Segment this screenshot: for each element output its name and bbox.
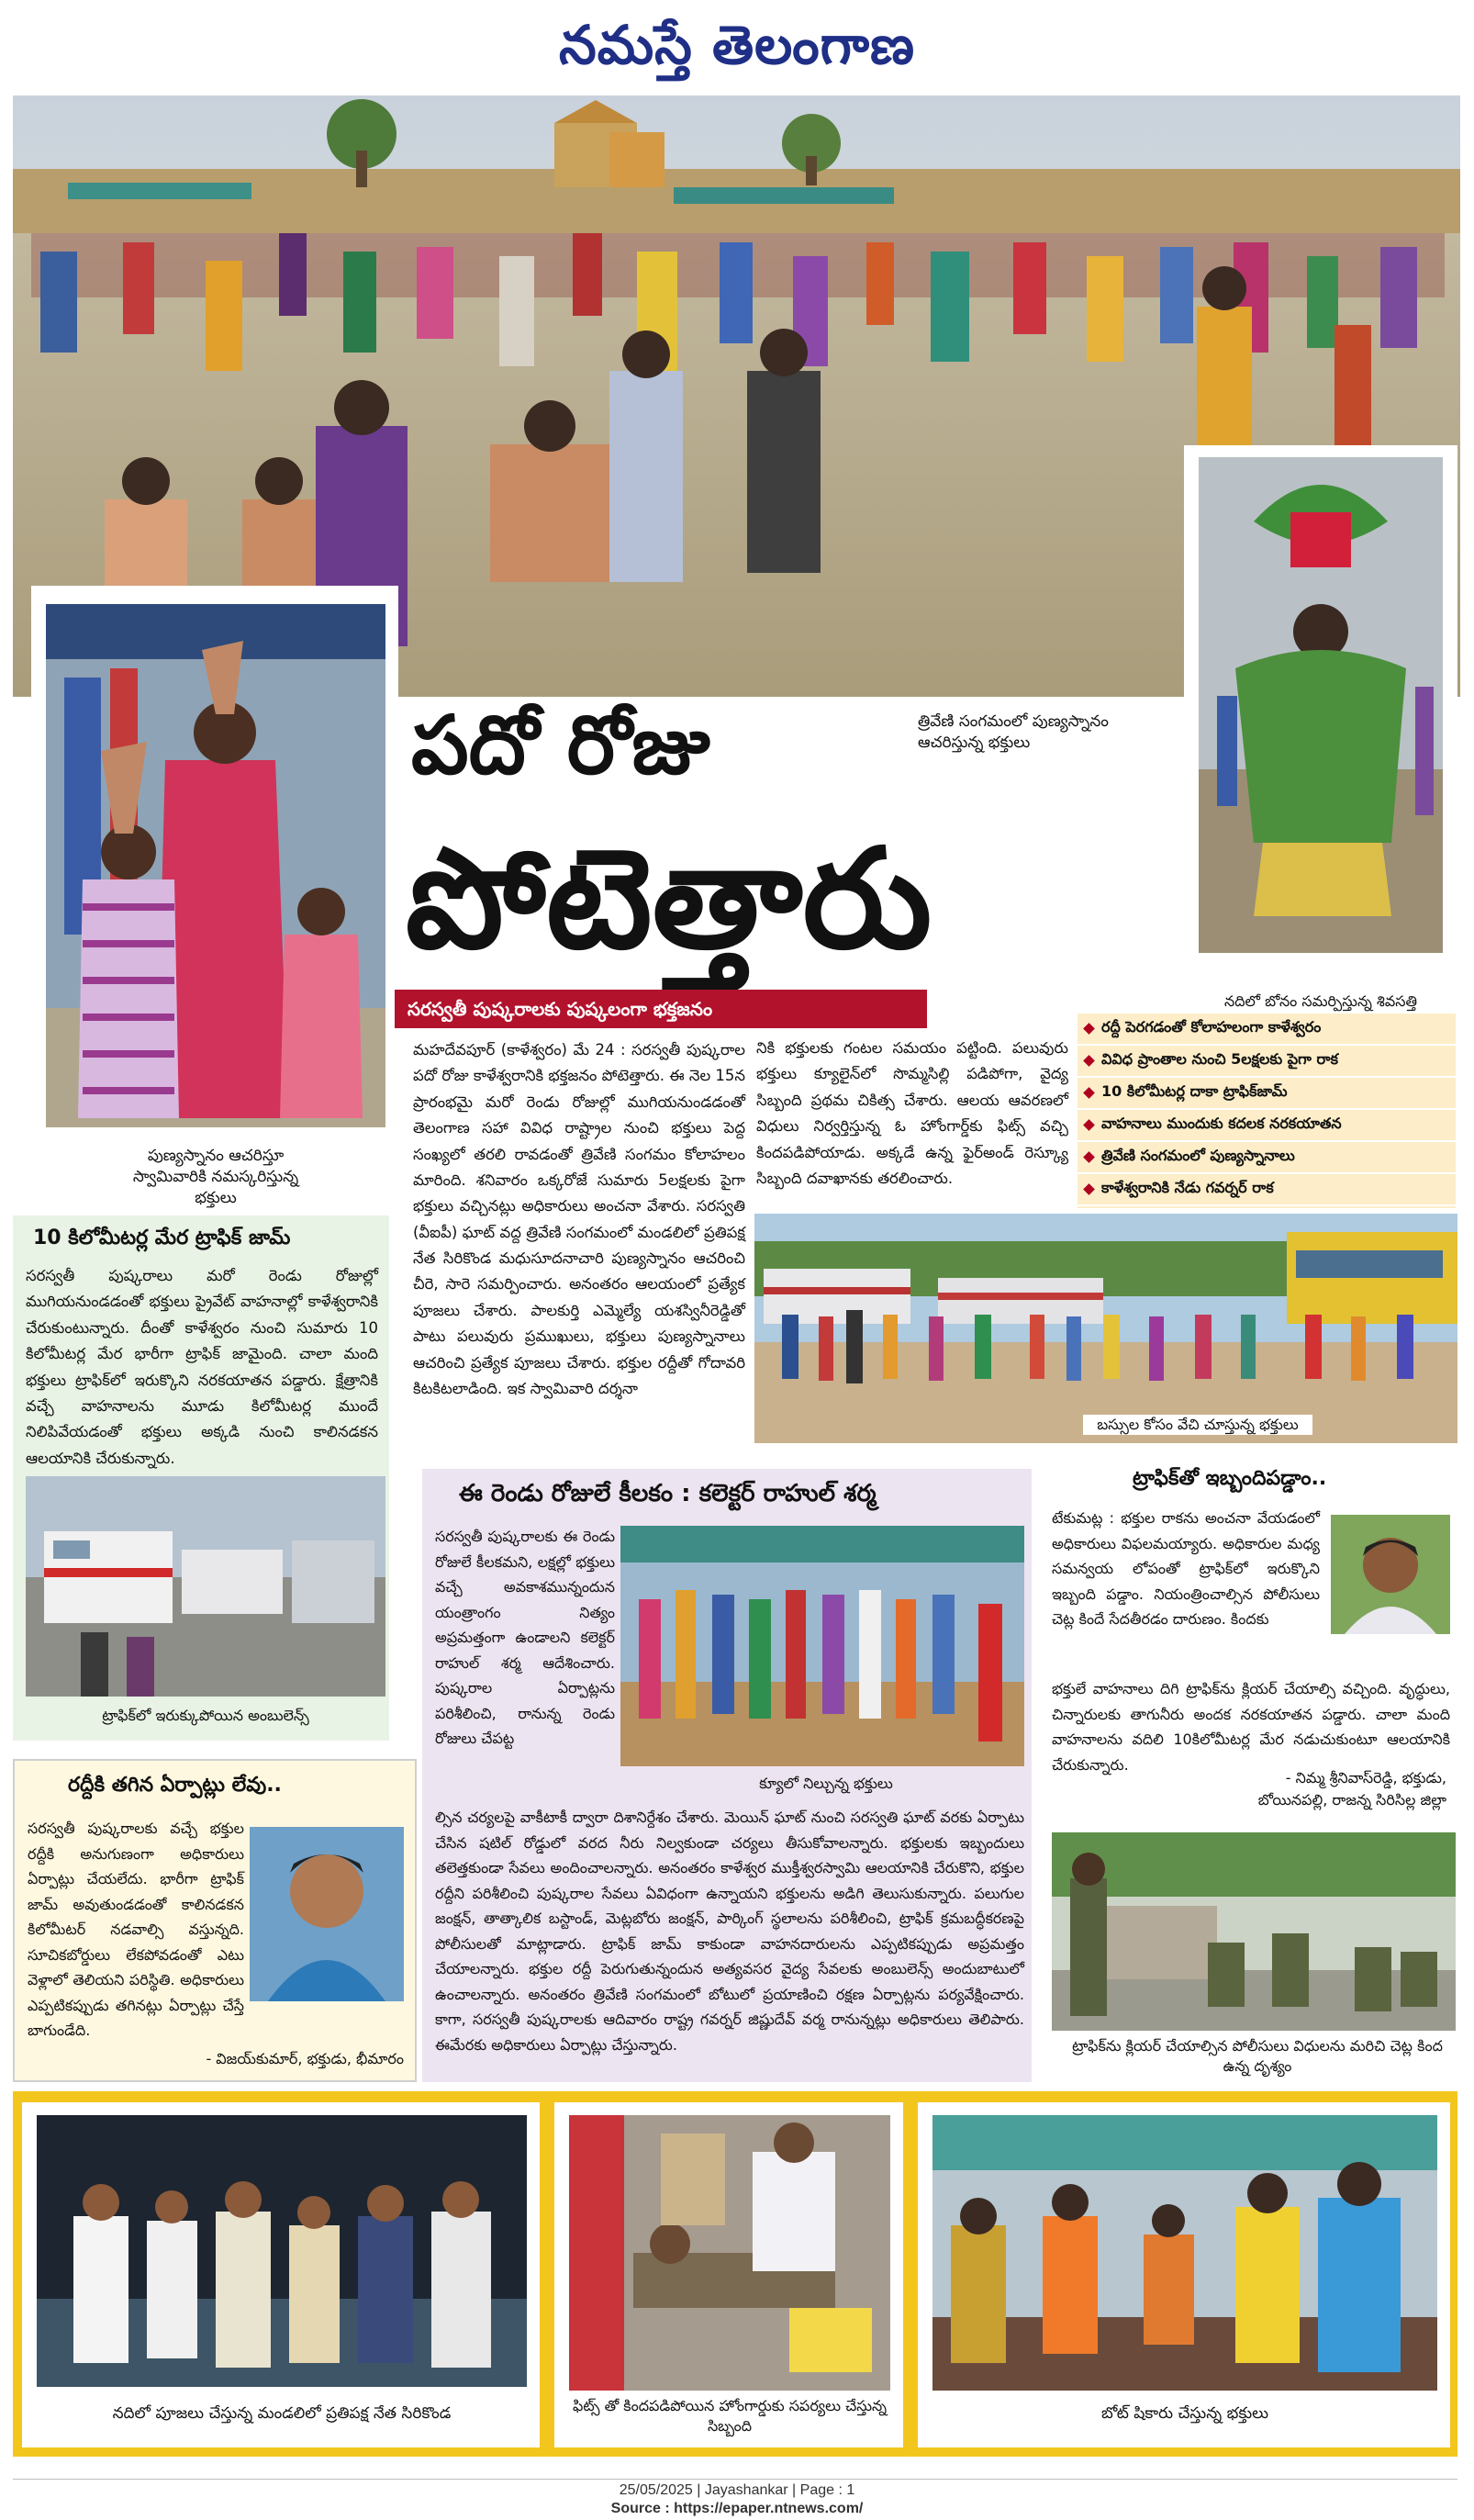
police-photo-caption: ట్రాఫిక్‌ను క్లియర్ చేయాల్సిన పోలీసులు విధులను మరిచి చెట్ల కింద ఉన్న దృశ్యం — [1072, 2037, 1443, 2075]
highlight-item: త్రివేణి సంగమంలో పుణ్యస్నానాలు — [1078, 1142, 1456, 1174]
vijaykumar-photo — [250, 1827, 404, 2001]
bonam-photo-caption: నదిలో బోనం సమర్పిస్తున్న శివసత్తి — [1224, 992, 1417, 1010]
bus-photo — [754, 1214, 1457, 1443]
masthead-title: నమస్తే తెలంగాణ — [559, 14, 915, 76]
highlight-item: వివిధ ప్రాంతాల నుంచి 5లక్షలకు పైగా రాక — [1078, 1046, 1456, 1078]
children-photo — [46, 604, 385, 1127]
highlight-item: రద్దీ పెరగడంతో కోలాహలంగా కాళేశ్వరం — [1078, 1014, 1456, 1046]
children-photo-caption: పుణ్యస్నానం ఆచరిస్తూ స్వామివారికి నమస్కరిస్తున్న భక్తులు — [132, 1147, 299, 1207]
pooja-photo — [37, 2115, 527, 2387]
highlight-item: 10 కిలోమీటర్ల దాకా ట్రాఫిక్‌జామ్ — [1078, 1078, 1456, 1110]
collector-title: ఈ రెండు రోజులే కీలకం : కలెక్టర్ రాహుల్ శర్మ — [459, 1480, 877, 1507]
traffic-jam-body: సరస్వతీ పుష్కరాలు మరో రెండు రోజుల్లో ముగియనుండడంతో భక్తులు ప్రైవేట్ వాహనాల్లో కాళేశ్వరానికి చేరుకుంటున్నారు. దీంతో కాళేశ్వరం నుంచి సుమారు 10 కిలోమీటర్ల మేర భారీగా ట్రాఫిక్ జామైంది. చాలా మంది భక్తులు ట్రాఫిక్‌లో ఇరుక్కొని నరకయాతన పడ్డారు. క్షేత్రానికి వచ్చే వాహనాలను మూడు కిలోమీటర్ల ముందే నిలిపివేయడంతో భక్తులు అక్కడి నుంచి కాలినడకన ఆలయానికి చేరుకున్నారు. — [26, 1267, 378, 1467]
arrangements-quote-body: సరస్వతీ పుష్కరాలకు వచ్చే భక్తుల రద్దీకి అనుగుణంగా అధికారులు ఏర్పాట్లు చేయలేదు. భారీగా ట్రాఫిక్ జామ్ అవుతుండడంతో కాలినడకన కిలోమీటర్ నడవాల్సి వస్తున్నది. సూచికబోర్డులు లేకపోవడంతో ఎటు వెళ్లాలో తెలియని పరిస్థితి. అధికారులు ఎప్పటికప్పుడు తగినట్లు ఏర్పాట్లు చేస్తే బాగుండేది. — [28, 1820, 244, 2040]
footer-source-line: Source : https://epaper.ntnews.com/ — [610, 2501, 864, 2516]
ambulance-photo-caption: ట్రాఫిక్‌లో ఇరుక్కుపోయిన అంబులెన్స్ — [102, 1707, 309, 1724]
bonam-photo — [1199, 457, 1443, 953]
main-story-column-1: మహదేవపూర్ (కాళేశ్వరం) మే 24 : సరస్వతీ పుష్కరాల పదో రోజు కాళేశ్వరానికి భక్తజనం పోటెత్తారు. ఈ నెల 15న ప్రారంభమై మరో రెండు రోజుల్లో ముగియనుండడంతో తెలంగాణ సహా వివిధ రాష్ట్రాల నుంచి భక్తులు పెద్ద సంఖ్యలో తరలి రావడంతో త్రివేణి సంగమం కోలాహలం మారింది. శనివారం ఒక్కరోజే సుమారు 5లక్షలకు పైగా భక్తులు వచ్చినట్లు అధికారులు అంచనా వేశారు. సరస్వతి (వీఐపీ) ఘాట్ వద్ద త్రివేణి సంగమంలో మండలిలో ప్రతిపక్ష నేత సిరికొండ మధుసూదనాచారి పుణ్యస్నానం ఆచరించి చీరె, సారె సమర్పించారు. అనంతరం ఆలయంలో ప్రత్యేక పూజలు చేశారు. పాలకుర్తి ఎమ్మెల్యే యశస్వినీరెడ్డితో పాటు పలువురు ప్రముఖులు, భక్తులు పుణ్యస్నానాలు ఆచరించి ప్రత్యేక పూజలు చేశారు. భక్తుల రద్దీతో గోదావరి కిటకిటలాడింది. ఇక స్వామివారి దర్శనా — [413, 1041, 745, 1397]
traffic-quote-title: ట్రాఫిక్‌తో ఇబ్బందిపడ్డాం.. — [1133, 1467, 1327, 1490]
highlight-item: వాహనాలు ముందుకు కదలక నరకయాతన — [1078, 1110, 1456, 1142]
collector-body: ల్సిన చర్యలపై వాకీటాకీ ద్వారా దిశానిర్దేశం చేశారు. మెయిన్ ఘాట్ నుంచి సరస్వతి ఘాట్ వరకు ఏర్పాటు చేసిన షటిల్ రోడ్డులో వరద నీరు నిల్వకుండా చర్యలు తీసుకోవాలన్నారు. భక్తులకు ఇబ్బందులు తలెత్తకుండా సేవలు అందించాలన్నారు. అనంతరం కాళేశ్వర ముక్తీశ్వరస్వామి ఆలయానికి చేరుకొని, భక్తుల రద్దీని పరిశీలించి పుష్కరాల సేవలు ఏవిధంగా ఉన్నాయని భక్తులను అడిగి తెలుసుకున్నారు. పలుగుల జంక్షన్, తాత్కాలిక బస్టాండ్, మెట్లబోరు జంక్షన్, పార్కింగ్ స్థలాలను పరిశీలించి, ట్రాఫిక్ క్రమబద్ధీకరణపై పోలీసులతో మాట్లాడారు. ట్రాఫిక్ జామ్ కాకుండా వాహనదారులను ఎప్పటికప్పుడు అప్రమత్తం చేయాలన్నారు. భక్తుల రద్దీ పెరుగుతున్నందున అత్యవసర వైద్య సేవలకు అంబులెన్స్ అందుబాటులో ఉంచాలన్నారు. అనంతరం త్రివేణి సంగమంలో బోటులో ప్రయాణించి రక్షణ ఏర్పాట్లను పర్యవేక్షించారు. కాగా, సరస్వతీ పుష్కరాలకు ఆదివారం రాష్ట్ర గవర్నర్ జిష్ణుదేవ్ వర్మ రానున్నట్లు అధికారులు తెలిపారు. ఈమేరకు అధికారులు ఏర్పాట్లు చేస్తున్నారు. — [435, 1809, 1024, 2054]
boat-photo — [932, 2115, 1437, 2391]
traffic-jam-title: 10 కిలోమీటర్ల మేర ట్రాఫిక్ జామ్ — [33, 1226, 291, 1249]
boat-photo-caption: బోట్ షికారు చేస్తున్న భక్తులు — [1100, 2404, 1269, 2423]
arrangements-quote-title: రద్దీకి తగిన ఏర్పాట్లు లేవు.. — [68, 1774, 282, 1797]
highlight-item: కాళేశ్వరానికి నేడు గవర్నర్ రాక — [1078, 1174, 1456, 1206]
collector-intro: సరస్వతీ పుష్కరాలకు ఈ రెండు రోజులే కీలకమని, లక్షల్లో భక్తులు వచ్చే అవకాశమున్నందున యంత్రాంగం నిత్యం అప్రమత్తంగా ఉండాలని కలెక్టర్ రాహుల్ శర్మ ఆదేశించారు. పుష్కరాల ఏర్పాట్లను పరిశీలించి, రానున్న రెండు రోజులు చేపట్ట — [435, 1528, 615, 1748]
traffic-quote-intro: టేకుమట్ల : భక్తుల రాకను అంచనా వేయడంలో అధికారులు విఫలమయ్యారు. అధికారుల మధ్య సమన్వయ లోపంతో ట్రాఫిక్‌లో ఇరుక్కొని ఇబ్బంది పడ్డాం. నియంత్రించాల్సిన పోలీసులు చెట్ల కిందే సేదతీరడం దారుణం. కిందకు — [1052, 1509, 1320, 1629]
headline-line-2: పోటెత్తారు — [406, 820, 932, 980]
headline-line-1: పదో రోజు — [411, 698, 710, 792]
police-photo — [1052, 1832, 1456, 2031]
queue-photo — [620, 1526, 1024, 1766]
pooja-photo-caption: నదిలో పూజలు చేస్తున్న మండలిలో ప్రతిపక్ష నేత సిరికొండ — [112, 2404, 452, 2423]
arrangements-quote-attribution: - విజయ్‌కుమార్, భక్తుడు, భీమారం — [206, 2050, 404, 2067]
fits-photo — [569, 2115, 890, 2391]
main-story-column-2: నికి భక్తులకు గంటల సమయం పట్టింది. పలువురు భక్తులు క్యూలైన్‌లో సొమ్మసిల్లి పడిపోగా, వైద్య సిబ్బంది ప్రథమ చికిత్స చేశారు. ఆలయ ఆవరణలో విధులు నిర్వర్తిస్తున్న ఓ హోంగార్డ్‌కు ఫిట్స్ వచ్చి కిందపడిపోయాడు. అక్కడే ఉన్న ఫైర్‌అండ్ రెస్క్యూ సిబ్బంది దవాఖానకు తరలించారు. — [756, 1039, 1068, 1187]
top-photo-caption: త్రివేణి సంగమంలో పుణ్యస్నానం ఆచరిస్తున్న భక్తులు — [918, 712, 1109, 752]
ambulance-photo — [26, 1476, 385, 1697]
bus-photo-caption: బస్సుల కోసం వేచి చూస్తున్న భక్తులు — [1083, 1415, 1312, 1435]
traffic-quote-body: భక్తులే వాహనాలు దిగి ట్రాఫిక్‌ను క్లియర్ చేయాల్సి వచ్చింది. వృద్ధులు, చిన్నారులకు తాగునీరు అందక నరకయాతన పడ్డారు. చాలా మంది వాహనాలను వదిలి 10కిలోమీటర్ల మేర నడుచుకుంటూ ఆలయానికి చేరుకున్నారు. — [1052, 1680, 1450, 1774]
highlights-box — [1078, 1014, 1456, 1208]
footer-date-line: 25/05/2025 | Jayashankar | Page : 1 — [619, 2482, 855, 2498]
queue-photo-caption: క్యూలో నిల్చున్న భక్తులు — [759, 1775, 893, 1792]
traffic-quote-attribution-1: - నిమ్మ శ్రీనివాస్‌రెడ్డి, భక్తుడు, — [1285, 1769, 1446, 1786]
subheading-text: సరస్వతీ పుష్కరాలకు పుష్కలంగా భక్తజనం — [408, 998, 713, 1020]
fits-photo-caption: ఫిట్స్ తో కిందపడిపోయిన హోంగార్డుకు సపర్యలు చేస్తున్న సిబ్బంది — [572, 2397, 888, 2435]
srinivasreddy-photo — [1331, 1515, 1450, 1634]
traffic-quote-attribution-2: బోయినపల్లి, రాజన్న సిరిసిల్ల జిల్లా — [1257, 1791, 1446, 1809]
footer-rule — [13, 2479, 1457, 2480]
